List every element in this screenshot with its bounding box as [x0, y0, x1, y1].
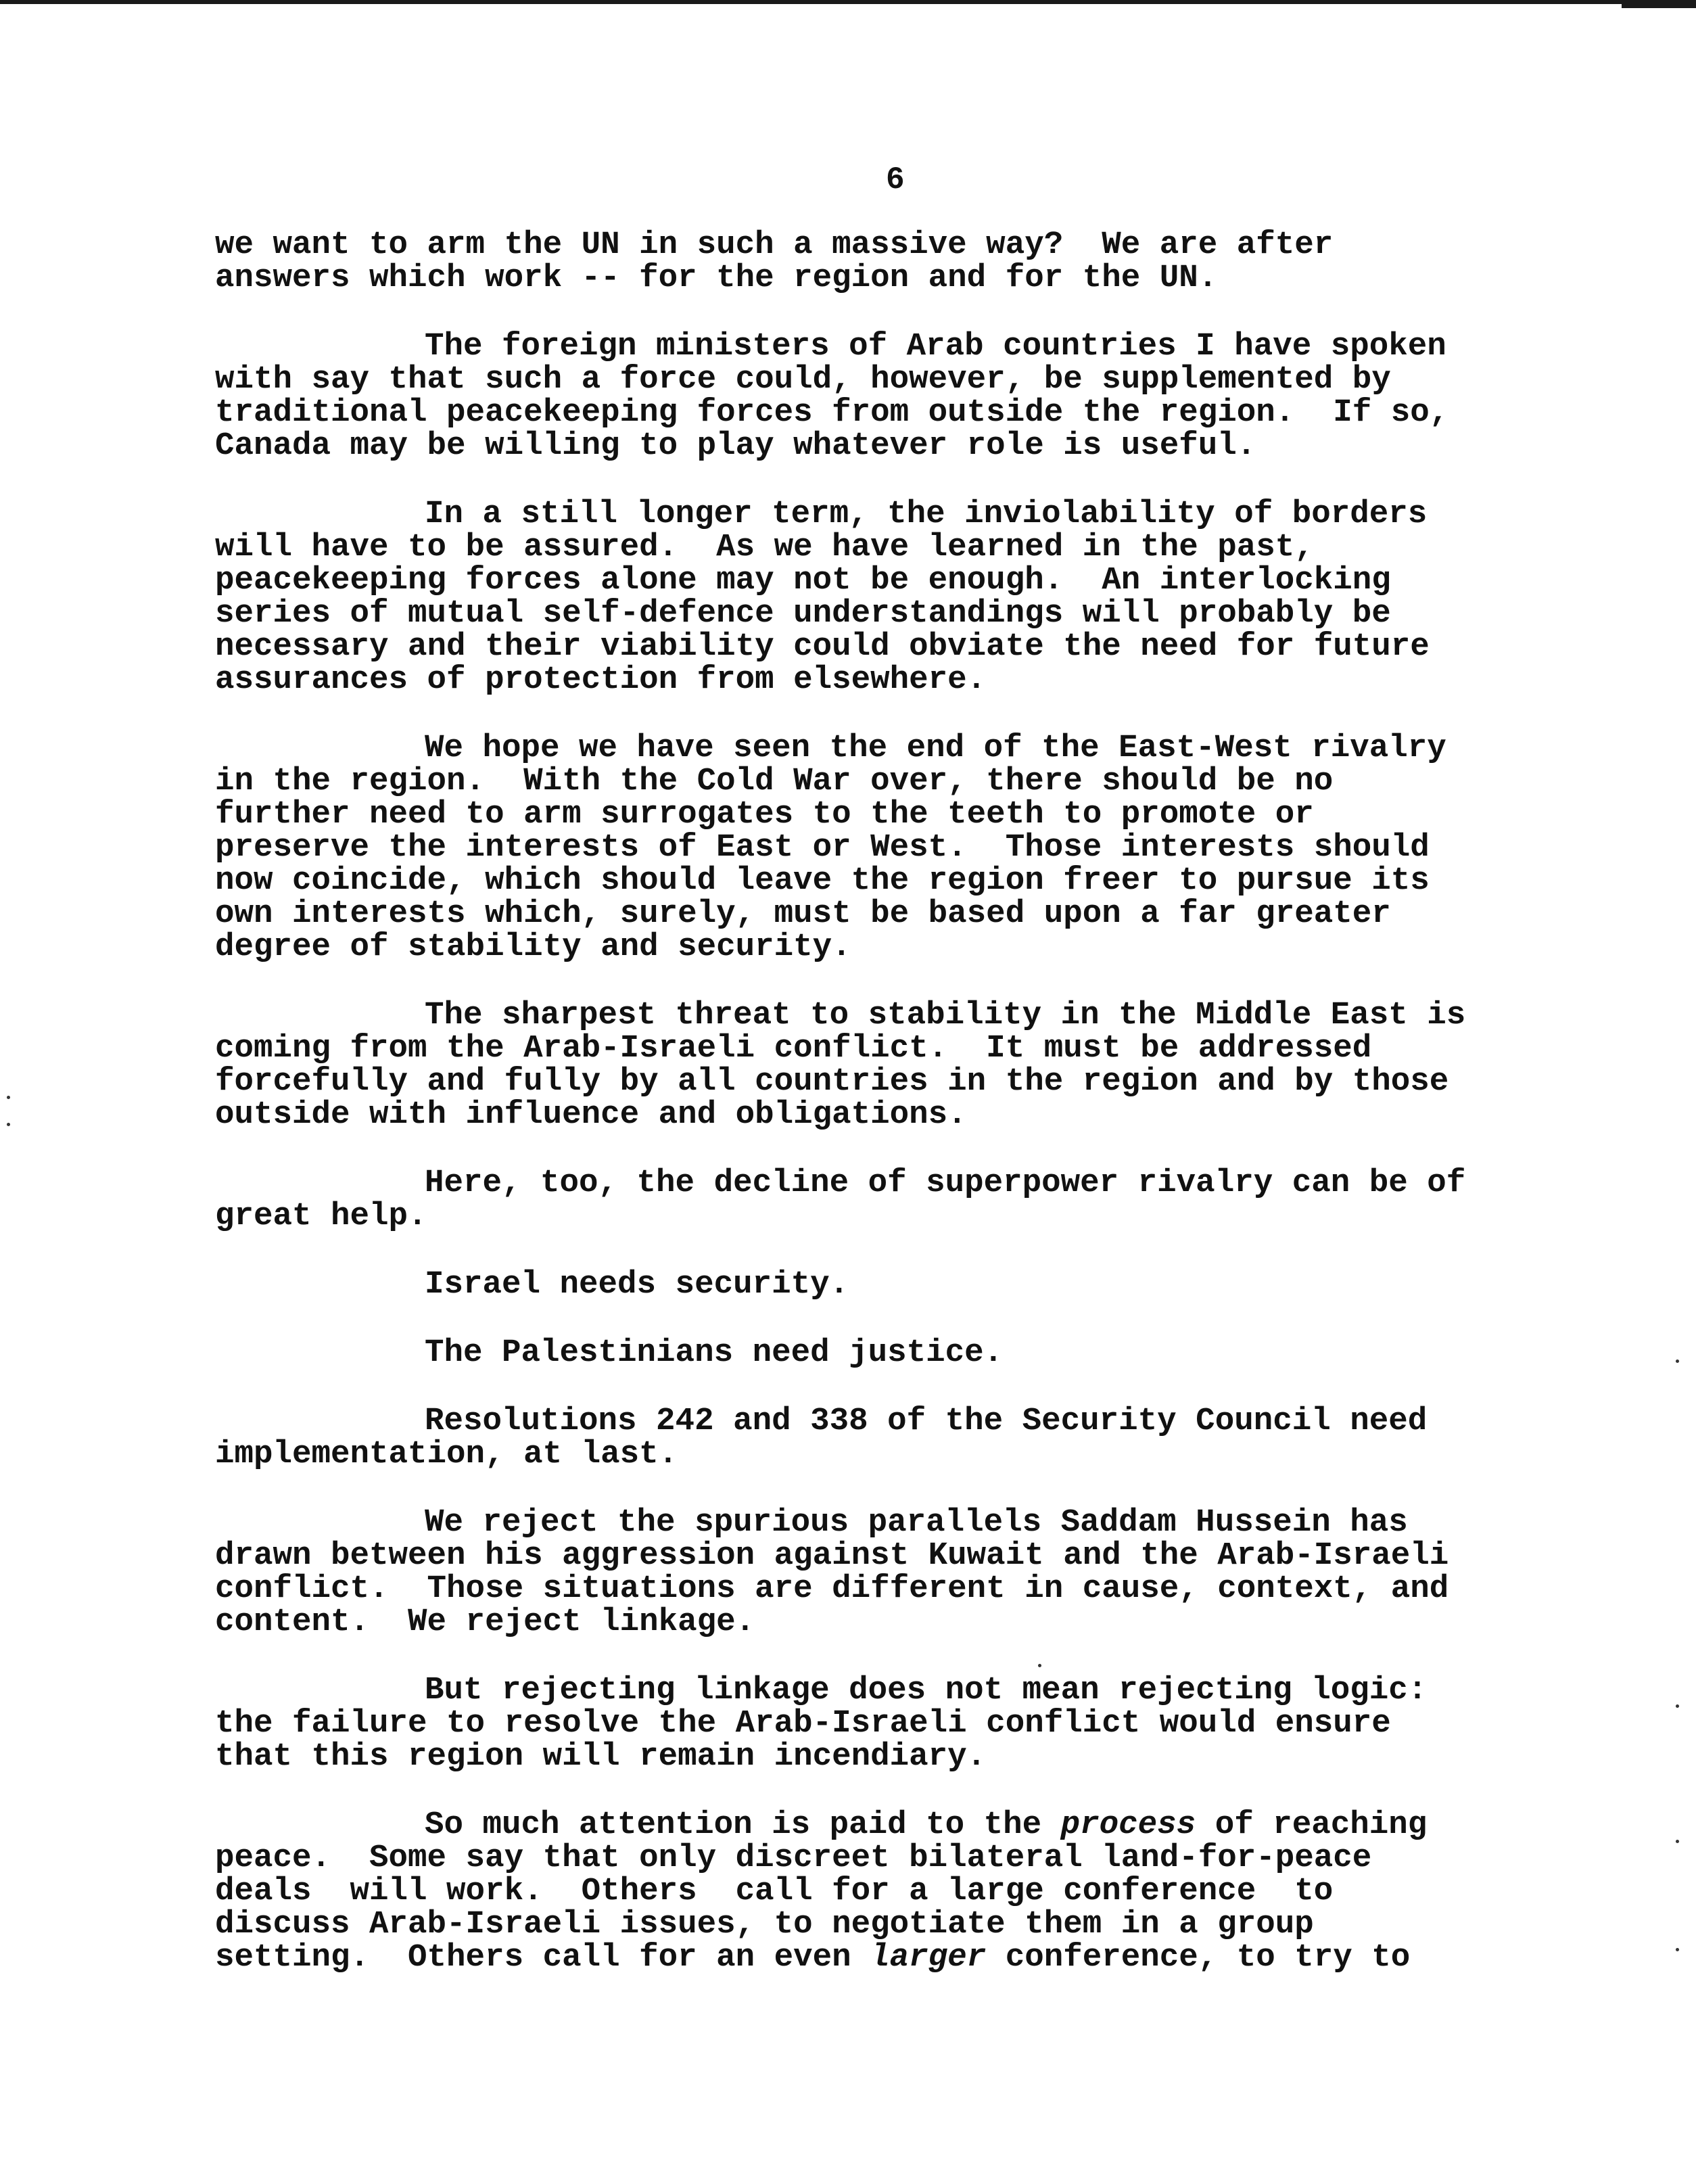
- text-line: preserve the interests of East or West. Those interests should: [215, 829, 1430, 866]
- text-line: But rejecting linkage does not mean rejecting logic:: [425, 1672, 1428, 1709]
- text-line: answers which work -- for the region and for the UN.: [215, 260, 1218, 296]
- paragraph: [215, 1167, 1568, 1233]
- scan-speck: [1676, 1360, 1679, 1363]
- scan-speck: [1676, 1704, 1679, 1708]
- text-line: degree of stability and security.: [215, 929, 851, 965]
- page-number: 6: [886, 162, 905, 198]
- paragraph: [215, 1674, 1568, 1773]
- text-line: drawn between his aggression against Kuwait and the Arab-Israeli: [215, 1537, 1449, 1574]
- text-line: deals will work. Others call for a large conference to: [215, 1873, 1334, 1909]
- scan-speck: [7, 1123, 10, 1126]
- text-line: great help.: [215, 1198, 427, 1234]
- text-line: we want to arm the UN in such a massive way? We are after: [215, 227, 1334, 263]
- paragraph: [215, 1268, 1568, 1301]
- text-line: further need to arm surrogates to the teeth to promote or: [215, 796, 1314, 833]
- text-line: peace. Some say that only discreet bilateral land-for-peace: [215, 1840, 1372, 1876]
- text-line: We reject the spurious parallels Saddam Hussein has: [425, 1504, 1408, 1541]
- paragraph: [215, 1334, 1568, 1371]
- paragraph: [215, 1506, 1568, 1639]
- text-line: implementation, at last.: [215, 1436, 678, 1472]
- text-line: assurances of protection from elsewhere.: [215, 661, 987, 698]
- text-line: the failure to resolve the Arab-Israeli conflict would ensure: [215, 1705, 1391, 1742]
- scan-speck: [1676, 1948, 1679, 1951]
- text-line: peacekeeping forces alone may not be enough. An interlocking: [215, 562, 1391, 599]
- scan-top-border: [0, 0, 1696, 4]
- paragraph: [215, 1809, 1568, 1974]
- paragraph: [215, 732, 1568, 964]
- text-line: In a still longer term, the inviolability of borders: [425, 496, 1428, 532]
- text-line: now coincide, which should leave the region freer to pursue its: [215, 862, 1430, 899]
- text-line: Canada may be willing to play whatever role is useful.: [215, 427, 1256, 464]
- text-line: conflict. Those situations are different in cause, context, and: [215, 1571, 1449, 1607]
- text-line: necessary and their viability could obviate the need for future: [215, 628, 1430, 665]
- text-line: setting. Others call for an even larger conference, to try to: [215, 1939, 1411, 1976]
- text-line: The sharpest threat to stability in the Middle East is: [425, 997, 1466, 1033]
- scan-speck: [1038, 1664, 1041, 1667]
- paragraph: [215, 229, 1568, 295]
- text-line: We hope we have seen the end of the East-West rivalry: [425, 730, 1446, 766]
- text-line: outside with influence and obligations.: [215, 1096, 967, 1133]
- text-line: traditional peacekeeping forces from outside the region. If so,: [215, 394, 1449, 431]
- paragraph: [215, 1405, 1568, 1471]
- text-line: The Palestinians need justice.: [425, 1334, 1004, 1371]
- text-line: in the region. With the Cold War over, there should be no: [215, 763, 1334, 799]
- text-line: discuss Arab-Israeli issues, to negotiate them in a group: [215, 1906, 1314, 1943]
- paragraph: [215, 330, 1568, 463]
- text-line: with say that such a force could, however, be supplemented by: [215, 361, 1391, 398]
- scan-speck: [1676, 1840, 1679, 1843]
- text-line: forcefully and fully by all countries in the region and by those: [215, 1063, 1449, 1100]
- text-line: The foreign ministers of Arab countries I have spoken: [425, 328, 1446, 365]
- text-line: series of mutual self-defence understandings will probably be: [215, 595, 1391, 632]
- scan-top-border-corner: [1622, 0, 1696, 8]
- document-body: [215, 229, 1568, 2009]
- text-line: Resolutions 242 and 338 of the Security Council need: [425, 1403, 1428, 1439]
- text-line: content. We reject linkage.: [215, 1604, 755, 1640]
- paragraph: [215, 498, 1568, 697]
- text-line: will have to be assured. As we have learned in the past,: [215, 529, 1314, 565]
- text-line: coming from the Arab-Israeli conflict. It must be addressed: [215, 1030, 1372, 1067]
- paragraph: [215, 999, 1568, 1132]
- text-line: that this region will remain incendiary.: [215, 1738, 987, 1775]
- scan-speck: [7, 1096, 10, 1099]
- text-line: So much attention is paid to the process of reaching: [425, 1807, 1428, 1843]
- text-line: Here, too, the decline of superpower rivalry can be of: [425, 1165, 1466, 1201]
- text-line: Israel needs security.: [425, 1266, 849, 1303]
- text-line: own interests which, surely, must be based upon a far greater: [215, 896, 1391, 932]
